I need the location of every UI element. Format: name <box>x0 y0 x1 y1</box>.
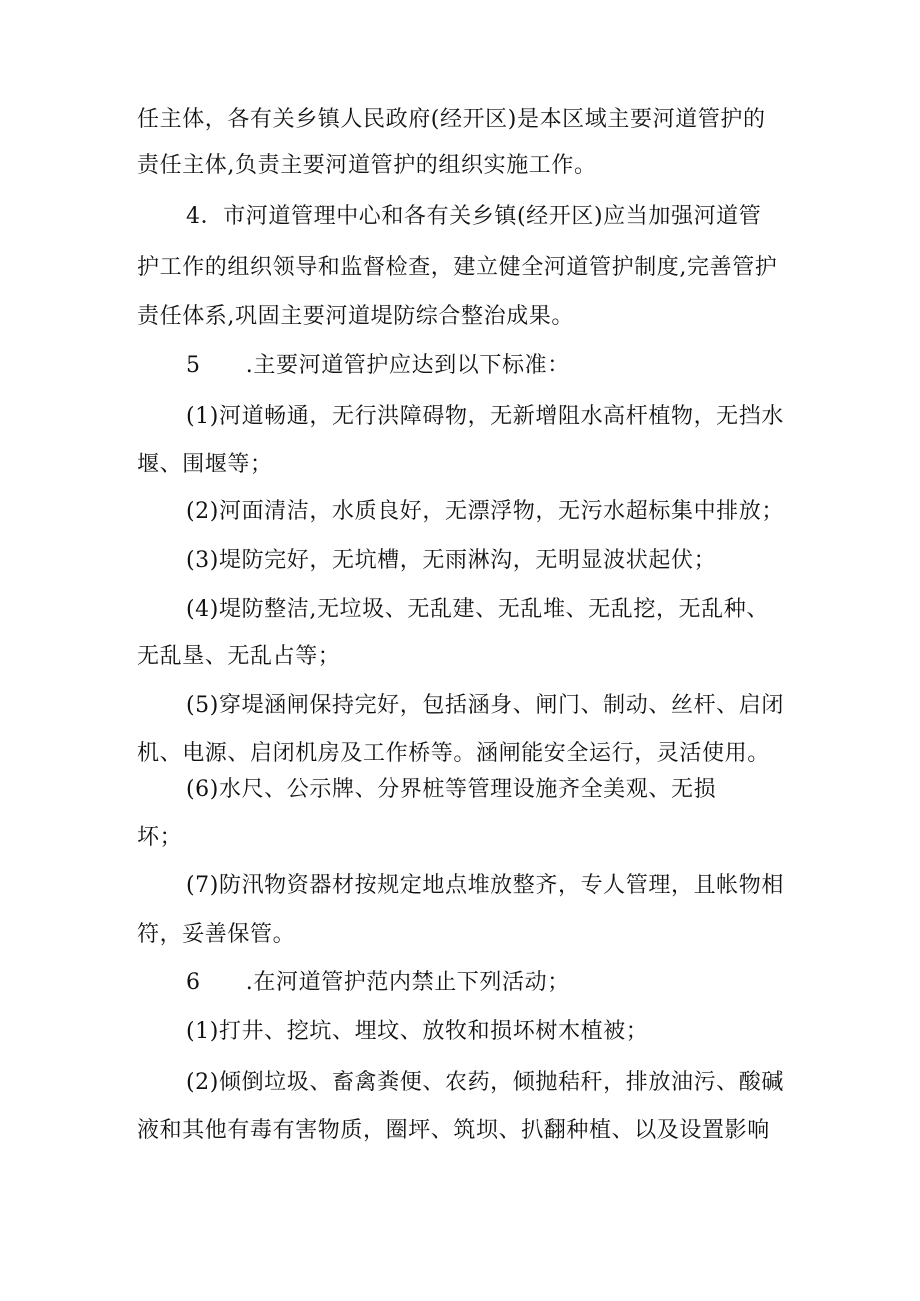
text-line-22: 液和其他有毒有害物质，圈坪、筑坝、扒翻种植、以及设置影响 <box>137 1118 770 1143</box>
text-line-13: (5)穿堤涵闸保持完好，包括涵身、闸门、制动、丝杆、启闭 <box>186 693 784 718</box>
text-line-17: (7)防汛物资器材按规定地点堆放整齐，专人管理，且帐物相 <box>186 873 784 898</box>
text-line-7: (1)河道畅通，无行洪障碍物，无新增阻水高杆植物，无挡水 <box>186 404 784 429</box>
text-line-4: 护工作的组织领导和监督检查，建立健全河道管护制度,完善管护 <box>137 255 778 280</box>
text-line-12: 无乱垦、无乱占等； <box>137 644 341 669</box>
text-line-18: 符，妥善保管。 <box>137 922 296 947</box>
text-line-10: (3)堤防完好，无坑槽，无雨淋沟，无明显波状起伏； <box>186 548 717 573</box>
text-line-20: (1)打井、挖坑、埋坟、放牧和损坏树木植被； <box>186 1019 649 1044</box>
text-line-1: 任主体，各有关乡镇人民政府(经开区)是本区域主要河道管护的 <box>137 107 766 132</box>
text-line-14: 机、电源、启闭机房及工作桥等。涵闸能安全运行，灵活使用。 <box>137 741 770 766</box>
text-line-16: 坏； <box>137 825 183 850</box>
text-line-19: 6 .在河道管护范内禁止下列活动； <box>186 970 570 995</box>
text-line-15: (6)水尺、公示牌、分界桩等管理设施齐全美观、无损 <box>186 777 717 802</box>
text-line-5: 责任体系,巩固主要河道堤防综合整治成果。 <box>137 304 574 329</box>
text-line-9: (2)河面清洁，水质良好，无漂浮物，无污水超标集中排放； <box>186 499 784 524</box>
text-line-6: 5 .主要河道管护应达到以下标准： <box>186 353 570 378</box>
text-line-3: 4．市河道管理中心和各有关乡镇(经开区)应当加强河道管 <box>186 204 762 229</box>
text-line-21: (2)倾倒垃圾、畜禽粪便、农药，倾抛秸秆，排放油污、酸碱 <box>186 1070 784 1095</box>
text-line-11: (4)堤防整洁,无垃圾、无乱建、无乱堆、无乱挖，无乱种、 <box>186 597 769 622</box>
text-line-8: 堰、围堰等； <box>137 452 273 477</box>
text-line-2: 责任主体,负责主要河道管护的组织实施工作。 <box>137 153 597 178</box>
